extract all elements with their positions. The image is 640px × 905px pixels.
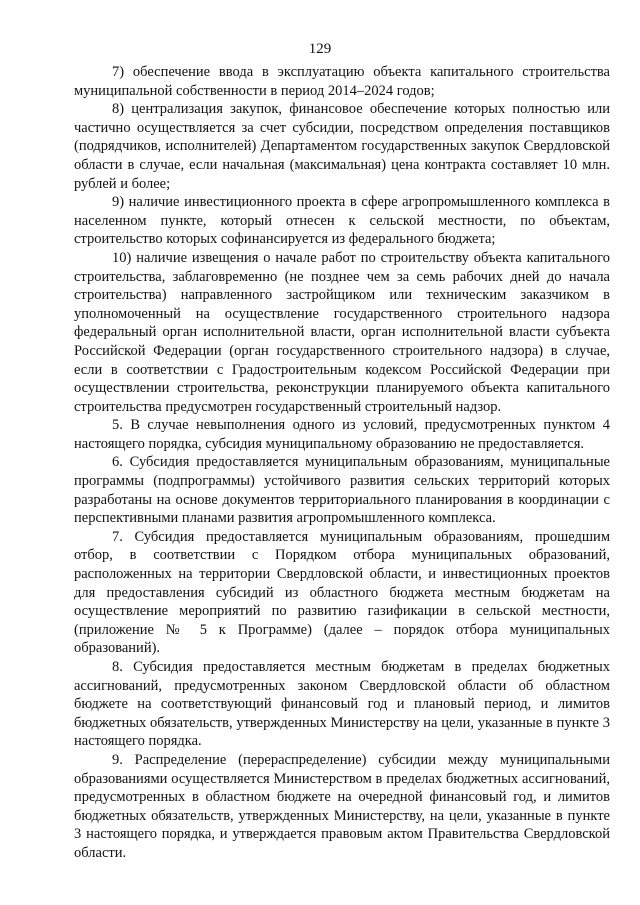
paragraph-item-8: 8) централизация закупок, финансовое обеспечение которых полностью или частично осуществляется за счет субсидии, посредством определения поставщиков (подрядчиков, исполнителей) Департаментом государственных закупок Свердловской области в случае, если начальная (максимальная) цена контракта составляет 10 млн. рублей и более; <box>74 101 610 192</box>
paragraph-clause-7: 7. Субсидия предоставляется муниципальным образованиям, прошедшим отбор, в соответствии с Порядком отбора муниципальных образований, расположенных на территории Свердловской области, и инвестиционных проектов для предоставления субсидий из областного бюджета местным бюджетам на осуществление мероприятий по развитию газификации в сельской местности, (приложение № 5 к Программе) (далее – порядок отбора муниципальных образований). <box>74 528 610 657</box>
page-number: 129 <box>308 41 332 57</box>
paragraph-clause-9: 9. Распределение (перераспределение) субсидии между муниципальными образованиями осуществляется Министерством в пределах бюджетных ассигнований, предусмотренных в областном бюджете на очередной финансовый год, и лимитов бюджетных обязательств, утвержденных Министерству, на цели, указанные в пункте 3 настоящего порядка, и утверждается правовым актом Правительства Свердловской области. <box>74 751 610 861</box>
paragraph-item-7: 7) обеспечение ввода в эксплуатацию объекта капитального строительства муниципальной собственности в период 2014–2024 годов; <box>74 64 610 99</box>
paragraph-item-9: 9) наличие инвестиционного проекта в сфере агропромышленного комплекса в населенном пункте, который отнесен к сельской местности, по объектам, строительство которых софинансируется из федерального бюджета; <box>74 194 610 248</box>
paragraph-clause-5: 5. В случае невыполнения одного из условий, предусмотренных пунктом 4 настоящего порядка, субсидия муниципальному образованию не предоставляется. <box>74 417 610 452</box>
document-body <box>74 63 610 863</box>
paragraph-clause-6: 6. Субсидия предоставляется муниципальным образованиям, муниципальные программы (подпрограммы) устойчивого развития сельских территорий которых разработаны на основе документов территориального планирования в координации с перспективными планами развития агропромышленного комплекса. <box>74 454 610 527</box>
paragraph-item-10: 10) наличие извещения о начале работ по строительству объекта капитального строительства, заблаговременно (не позднее чем за семь рабочих дней до начала строительства) направленного застройщиком или техническим заказчиком в уполномоченный на осуществление государственного строительного надзора федеральный орган исполнительной власти, орган исполнительной власти субъекта Российской Федерации (орган государственного строительного надзора) в случае, если в соответствии с Градостроительным кодексом Российской Федерации при осуществлении строительства, реконструкции планируемого объекта капитального строительства предусмотрен государственный строительный надзор. <box>74 249 610 415</box>
paragraph-clause-8: 8. Субсидия предоставляется местным бюджетам в пределах бюджетных ассигнований, предусмотренных законом Свердловской области об областном бюджете на соответствующий финансовый год и плановый период, и лимитов бюджетных обязательств, утвержденных Министерству на цели, указанные в пункте 3 настоящего порядка. <box>74 659 610 750</box>
